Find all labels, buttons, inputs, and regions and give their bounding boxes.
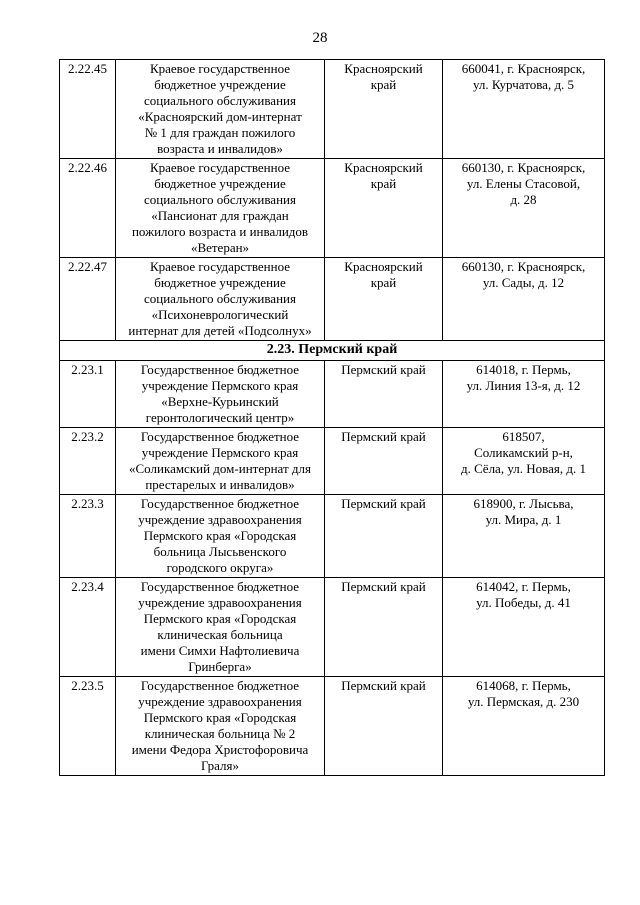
institution-name-line: Пермского края «Городская (143, 611, 297, 626)
region-name-cell (325, 578, 443, 677)
region-name-line: край (370, 176, 397, 191)
institution-name-line: бюджетное учреждение (154, 77, 286, 92)
region-name-line: край (370, 275, 397, 290)
region-name-cell (325, 677, 443, 776)
address-line: 660041, г. Красноярск, (461, 61, 586, 76)
region-name-cell (325, 60, 443, 159)
institution-name-line: пожилого возраста и инвалидов (131, 224, 309, 239)
institution-name-line: «Соликамский дом-интернат для (129, 461, 311, 476)
address-cell (443, 495, 605, 578)
address-line: 618900, г. Лысьва, (473, 496, 574, 511)
institution-name-line: учреждение Пермского края (141, 378, 299, 393)
address-line: д. Сёла, ул. Новая, д. 1 (461, 461, 586, 476)
institution-name-line: Пермского края «Городская (143, 710, 297, 725)
row-number: 2.23.4 (60, 578, 116, 677)
region-name-line: край (370, 77, 397, 92)
institution-name-line: учреждение здравоохранения (138, 694, 302, 709)
region-name-line: Красноярский (344, 160, 423, 175)
table-body-perm (60, 361, 605, 776)
institution-name-line: учреждение здравоохранения (138, 512, 302, 527)
institution-name-line: геронтологический центр» (145, 410, 295, 425)
row-number: 2.22.46 (60, 159, 116, 258)
row-number: 2.22.47 (60, 258, 116, 341)
row-number: 2.23.3 (60, 495, 116, 578)
institution-name-line: бюджетное учреждение (154, 275, 286, 290)
table-row (60, 258, 605, 341)
institution-name-cell (116, 677, 325, 776)
institution-name-line: «Психоневрологический (151, 307, 289, 322)
table-row (60, 428, 605, 495)
institution-name-line: престарелых и инвалидов» (145, 477, 295, 492)
institution-name-cell (116, 361, 325, 428)
institution-name-line: больница Лысьвенского (153, 544, 287, 559)
row-number: 2.23.5 (60, 677, 116, 776)
row-number: 2.23.1 (60, 361, 116, 428)
address-cell (443, 578, 605, 677)
section-row (60, 341, 605, 361)
region-name-line: Красноярский (344, 61, 423, 76)
table-row (60, 578, 605, 677)
address-cell (443, 361, 605, 428)
address-line: 660130, г. Красноярск, (461, 160, 586, 175)
institution-name-cell (116, 159, 325, 258)
address-line: ул. Победы, д. 41 (476, 595, 571, 610)
institution-name-line: «Красноярский дом-интернат (138, 109, 302, 124)
institution-name-line: интернат для детей «Подсолнух» (128, 323, 312, 338)
institution-name-line: Государственное бюджетное (140, 579, 300, 594)
address-line: 614018, г. Пермь, (476, 362, 571, 377)
institution-name-line: Краевое государственное (149, 61, 291, 76)
region-name-line: Пермский край (341, 496, 426, 511)
table-body-krasnoyarsk (60, 60, 605, 341)
institution-name-line: Государственное бюджетное (140, 429, 300, 444)
address-line: ул. Сады, д. 12 (482, 275, 565, 290)
address-line: ул. Курчатова, д. 5 (472, 77, 575, 92)
row-number: 2.22.45 (60, 60, 116, 159)
address-cell (443, 258, 605, 341)
address-cell (443, 677, 605, 776)
institution-name-line: «Ветеран» (190, 240, 250, 255)
institution-name-line: Граля» (200, 758, 240, 773)
region-name-cell (325, 258, 443, 341)
institution-name-line: Государственное бюджетное (140, 362, 300, 377)
institution-name-line: клиническая больница № 2 (144, 726, 296, 741)
institution-name-cell (116, 578, 325, 677)
region-name-line: Пермский край (341, 579, 426, 594)
institution-name-line: Государственное бюджетное (140, 496, 300, 511)
institution-name-cell (116, 258, 325, 341)
institution-name-line: социального обслуживания (144, 192, 296, 207)
table-row (60, 60, 605, 159)
institution-name-cell (116, 60, 325, 159)
address-cell (443, 60, 605, 159)
institution-name-cell (116, 495, 325, 578)
institution-name-line: Гринберга» (188, 659, 252, 674)
address-line: ул. Пермская, д. 230 (467, 694, 580, 709)
institution-name-line: имени Симхи Нафтолиевича (140, 643, 300, 658)
institution-name-line: «Пансионат для граждан (151, 208, 289, 223)
address-line: ул. Мира, д. 1 (485, 512, 562, 527)
region-name-line: Пермский край (341, 362, 426, 377)
region-name-cell (325, 159, 443, 258)
institution-name-line: возраста и инвалидов» (157, 141, 283, 156)
institution-name-line: имени Федора Христофоровича (131, 742, 309, 757)
row-number: 2.23.2 (60, 428, 116, 495)
institution-name-line: «Верхне-Курьинский (161, 394, 279, 409)
address-cell (443, 159, 605, 258)
institution-name-line: учреждение Пермского края (141, 445, 299, 460)
institution-name-line: Государственное бюджетное (140, 678, 300, 693)
region-name-line: Пермский край (341, 429, 426, 444)
table-row (60, 361, 605, 428)
region-name-cell (325, 428, 443, 495)
institution-name-cell (116, 428, 325, 495)
address-line: 614042, г. Пермь, (476, 579, 571, 594)
address-line: 660130, г. Красноярск, (461, 259, 586, 274)
page-number: 28 (312, 30, 328, 46)
table-row (60, 677, 605, 776)
institution-name-line: бюджетное учреждение (154, 176, 286, 191)
institution-name-line: социального обслуживания (144, 93, 296, 108)
institution-name-line: клиническая больница (157, 627, 283, 642)
address-line: 614068, г. Пермь, (476, 678, 571, 693)
address-cell (443, 428, 605, 495)
institutions-table (59, 59, 605, 776)
institution-name-line: городского округа» (166, 560, 274, 575)
institution-name-line: Пермского края «Городская (143, 528, 297, 543)
table-row (60, 495, 605, 578)
address-line: д. 28 (510, 192, 537, 207)
institution-name-line: учреждение здравоохранения (138, 595, 302, 610)
address-line: ул. Елены Стасовой, (466, 176, 581, 191)
region-name-cell (325, 495, 443, 578)
address-line: 618507, (502, 429, 545, 444)
table-row (60, 159, 605, 258)
address-line: Соликамский р-н, (474, 445, 573, 460)
address-line: ул. Линия 13-я, д. 12 (466, 378, 581, 393)
institution-name-line: социального обслуживания (144, 291, 296, 306)
section-header-body (60, 341, 605, 361)
region-name-cell (325, 361, 443, 428)
institution-name-line: № 1 для граждан пожилого (144, 125, 296, 140)
region-name-line: Пермский край (341, 678, 426, 693)
institution-name-line: Краевое государственное (149, 259, 291, 274)
section-title: 2.23. Пермский край (60, 341, 605, 361)
region-name-line: Красноярский (344, 259, 423, 274)
institution-name-line: Краевое государственное (149, 160, 291, 175)
